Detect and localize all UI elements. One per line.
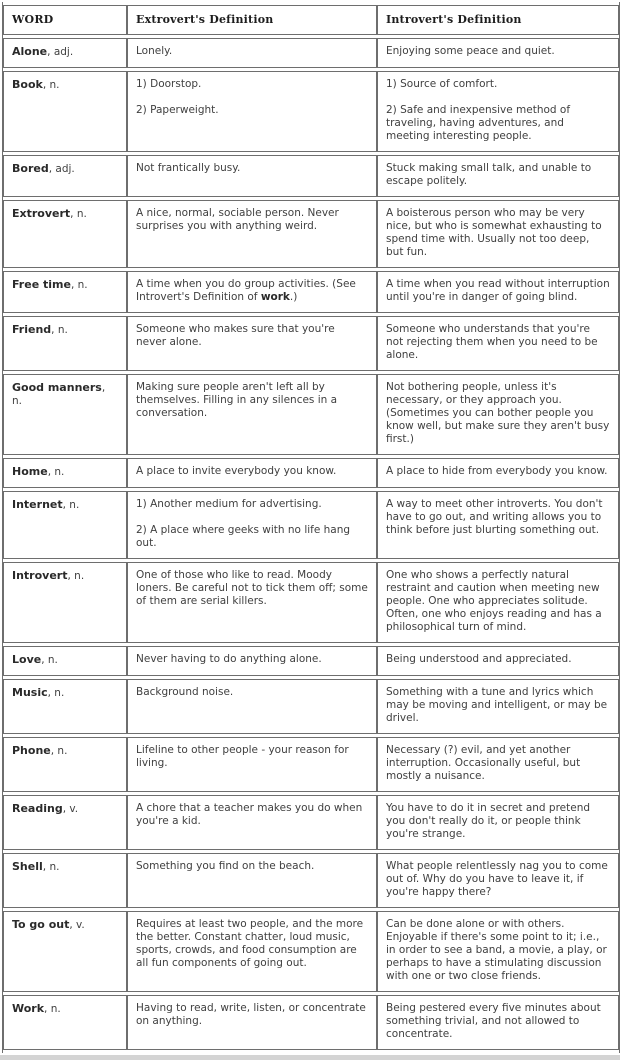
word-pos: , v. [62, 803, 79, 815]
extrovert-definition-cell [127, 795, 377, 850]
definition-paragraph: Can be done alone or with others. Enjoyable if there's some point to it; i.e., in order to see a band, a movie, a play, or perhaps to have a stimulating discussion with one or two close friends. [386, 918, 607, 982]
word-pos: , n. [67, 570, 85, 582]
extrovert-definition-cell [127, 853, 377, 908]
word-term: Free time [12, 278, 71, 291]
table-row [3, 562, 619, 643]
introvert-definition-cell [377, 316, 619, 371]
word-term: Good manners [12, 381, 102, 394]
word-cell [3, 155, 127, 197]
word-term: Love [12, 653, 42, 666]
header-extrovert-definition: Extrovert's Definition [127, 5, 377, 35]
word-pos: , n. [70, 208, 87, 220]
word-cell [3, 795, 127, 850]
introvert-definition-cell [377, 853, 619, 908]
word-cell [3, 679, 127, 734]
definition-paragraph: A time when you do group activities. (See Introvert's Definition of work.) [136, 278, 356, 303]
extrovert-definition-cell [127, 491, 377, 559]
introvert-definition-cell [377, 646, 619, 676]
word-term: Music [12, 686, 48, 699]
introvert-definition-cell [377, 374, 619, 455]
table-header [3, 5, 619, 35]
definition-paragraph: What people relentlessly nag you to come out of. Why do you have to leave it, if you're happy there? [386, 860, 608, 898]
extrovert-definition-cell [127, 458, 377, 488]
word-pos: , adj. [47, 46, 74, 58]
introvert-definition-cell [377, 71, 619, 152]
table-row [3, 458, 619, 488]
word-pos: , n. [12, 382, 106, 407]
introvert-definition-cell [377, 38, 619, 68]
definition-paragraph: Something you find on the beach. [136, 860, 315, 872]
table-row [3, 995, 619, 1050]
header-row [3, 5, 619, 35]
definition-paragraph: A boisterous person who may be very nice, but who is somewhat exhausting to spend time with. Usually not too deep, but fun. [386, 207, 602, 258]
definition-paragraph: A place to hide from everybody you know. [386, 465, 608, 477]
introvert-definition-cell [377, 458, 619, 488]
extrovert-definition-cell [127, 155, 377, 197]
word-term: Extrovert [12, 207, 71, 220]
extrovert-definition-cell [127, 38, 377, 68]
extrovert-definition-cell [127, 995, 377, 1050]
table-row [3, 491, 619, 559]
definition-paragraph: Being understood and appreciated. [386, 653, 572, 665]
table-row [3, 911, 619, 992]
definition-paragraph: 2) Paperweight. [136, 104, 219, 116]
definition-paragraph: A way to meet other introverts. You don't have to go out, and writing allows you to think before just blurting something out. [386, 498, 603, 536]
introvert-definition-cell [377, 995, 619, 1050]
table-row [3, 737, 619, 792]
word-pos: , adj. [48, 163, 75, 175]
word-term: Phone [12, 744, 51, 757]
definition-paragraph: One who shows a perfectly natural restraint and caution when meeting new people. One who appreciates solitude. Often, one who enjoys reading and has a philosophical turn of mind. [386, 569, 602, 633]
word-cell [3, 316, 127, 371]
definition-paragraph: Someone who understands that you're not rejecting them when you need to be alone. [386, 323, 598, 361]
definition-paragraph: Having to read, write, listen, or concentrate on anything. [136, 1002, 366, 1027]
extrovert-definition-cell [127, 911, 377, 992]
word-pos: , n. [44, 1003, 61, 1015]
word-term: To go out [12, 918, 70, 931]
table-row [3, 271, 619, 313]
introvert-definition-cell [377, 200, 619, 268]
definition-paragraph: A chore that a teacher makes you do when you're a kid. [136, 802, 363, 827]
word-term: Shell [12, 860, 43, 873]
definition-paragraph: Someone who makes sure that you're never alone. [136, 323, 335, 348]
word-pos: , n. [42, 861, 60, 873]
introvert-definition-cell [377, 911, 619, 992]
extrovert-definition-cell [127, 200, 377, 268]
word-term: Alone [12, 45, 48, 58]
table-row [3, 38, 619, 68]
extrovert-definition-cell [127, 374, 377, 455]
word-pos: , n. [47, 466, 65, 478]
definition-paragraph: Lifeline to other people - your reason for living. [136, 744, 349, 769]
word-term: Home [12, 465, 48, 478]
definition-paragraph: Requires at least two people, and the more the better. Constant chatter, loud music, sports, crowds, and food consumption are all fun components of going out. [136, 918, 364, 969]
table-row [3, 71, 619, 152]
table-row [3, 155, 619, 197]
definition-paragraph: 1) Another medium for advertising. [136, 498, 322, 510]
definition-paragraph: 1) Source of comfort. [386, 78, 498, 90]
header-word: WORD [3, 5, 127, 35]
definition-paragraph: Enjoying some peace and quiet. [386, 45, 555, 57]
definition-paragraph: You have to do it in secret and pretend you don't really do it, or people think you're strange. [386, 802, 591, 840]
definition-paragraph: 2) Safe and inexpensive method of traveling, having adventures, and meeting interesting people. [386, 104, 571, 142]
word-cell [3, 374, 127, 455]
word-term: Internet [12, 498, 63, 511]
table-row [3, 646, 619, 676]
table-row [3, 795, 619, 850]
definition-paragraph: One of those who like to read. Moody loners. Be careful not to tick them off; some of them are serial killers. [136, 569, 368, 607]
word-cell [3, 646, 127, 676]
table-row [3, 853, 619, 908]
word-pos: , n. [41, 654, 58, 666]
extrovert-definition-cell [127, 679, 377, 734]
table-row [3, 374, 619, 455]
introvert-definition-cell [377, 155, 619, 197]
word-cell [3, 271, 127, 313]
definition-paragraph: A place to invite everybody you know. [136, 465, 337, 477]
definition-paragraph: Lonely. [136, 45, 173, 57]
word-pos: , v. [69, 919, 85, 931]
definition-paragraph: A time when you read without interruption until you're in danger of going blind. [386, 278, 610, 303]
extrovert-definition-cell [127, 71, 377, 152]
word-term: Work [12, 1002, 45, 1015]
word-term: Introvert [12, 569, 68, 582]
word-cell [3, 911, 127, 992]
definition-paragraph: Necessary (?) evil, and yet another interruption. Occasionally useful, but mostly a nuisance. [386, 744, 581, 782]
extrovert-definition-cell [127, 271, 377, 313]
introvert-definition-cell [377, 737, 619, 792]
definition-paragraph: Not bothering people, unless it's necessary, or they approach you. (Sometimes you can bother people you know well, but make sure they aren't busy first.) [386, 381, 610, 445]
word-cell [3, 458, 127, 488]
word-pos: , n. [42, 79, 60, 91]
extrovert-definition-cell [127, 646, 377, 676]
word-term: Friend [12, 323, 52, 336]
table-body [3, 38, 619, 1050]
word-cell [3, 562, 127, 643]
definition-paragraph: Being pestered every five minutes about something trivial, and not allowed to concentrate. [386, 1002, 601, 1040]
page-bottom-edge [0, 1055, 620, 1060]
introvert-definition-cell [377, 795, 619, 850]
word-pos: , n. [62, 499, 80, 511]
definition-paragraph: Background noise. [136, 686, 234, 698]
definition-paragraph: Never having to do anything alone. [136, 653, 322, 665]
word-cell [3, 71, 127, 152]
word-pos: , n. [47, 687, 65, 699]
word-cell [3, 200, 127, 268]
word-pos: , n. [51, 324, 68, 336]
table-row [3, 679, 619, 734]
word-term: Reading [12, 802, 63, 815]
extrovert-definition-cell [127, 562, 377, 643]
definition-paragraph: Not frantically busy. [136, 162, 241, 174]
definitions-table [2, 2, 620, 1053]
definition-paragraph: 2) A place where geeks with no life hang out. [136, 524, 351, 549]
word-cell [3, 38, 127, 68]
word-cell [3, 995, 127, 1050]
bold-text: work [260, 291, 290, 303]
definition-paragraph: A nice, normal, sociable person. Never surprises you with anything weird. [136, 207, 339, 232]
word-term: Book [12, 78, 43, 91]
introvert-definition-cell [377, 679, 619, 734]
word-term: Bored [12, 162, 49, 175]
table-row [3, 200, 619, 268]
word-cell [3, 737, 127, 792]
introvert-definition-cell [377, 491, 619, 559]
table-row [3, 316, 619, 371]
introvert-definition-cell [377, 562, 619, 643]
word-pos: , n. [70, 279, 88, 291]
introvert-definition-cell [377, 271, 619, 313]
extrovert-definition-cell [127, 737, 377, 792]
definition-paragraph: Stuck making small talk, and unable to escape politely. [386, 162, 592, 187]
extrovert-definition-cell [127, 316, 377, 371]
definition-paragraph: Something with a tune and lyrics which may be moving and intelligent, or may be drivel. [386, 686, 608, 724]
definition-paragraph: 1) Doorstop. [136, 78, 202, 90]
word-cell [3, 491, 127, 559]
header-introvert-definition: Introvert's Definition [377, 5, 619, 35]
word-cell [3, 853, 127, 908]
word-pos: , n. [50, 745, 68, 757]
definition-paragraph: Making sure people aren't left all by themselves. Filling in any silences in a conversation. [136, 381, 338, 419]
